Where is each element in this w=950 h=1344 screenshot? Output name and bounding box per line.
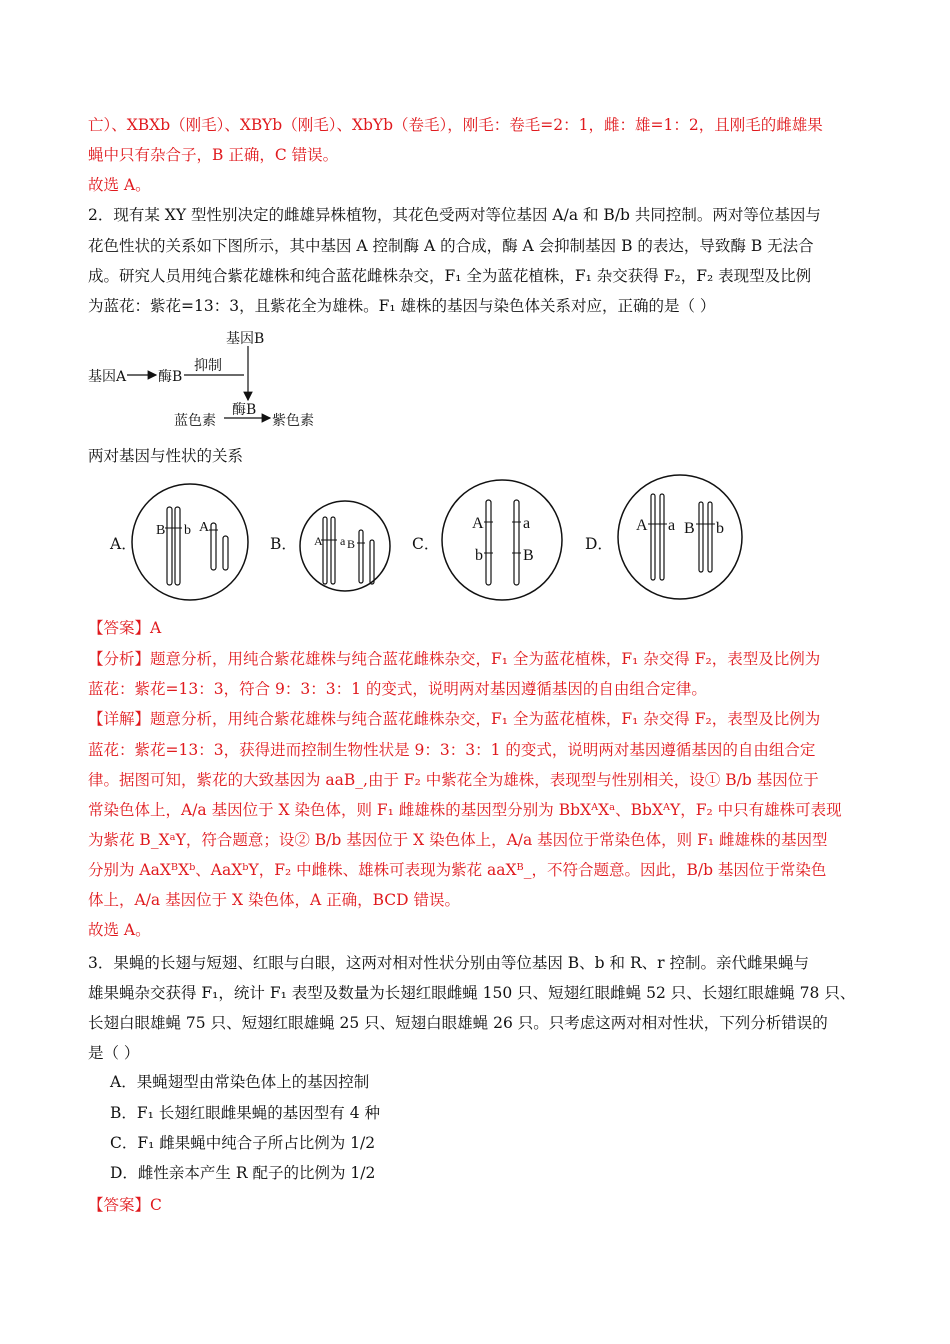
top-line-2: 蝇中只有杂合子，B 正确，C 错误。 <box>88 146 339 164</box>
q2-answer: 【答案】A <box>88 619 162 637</box>
q2-stem-4: 为蓝花：紫花=13：3，且紫花全为雄株。F₁ 雄株的基因与染色体关系对应，正确的是（ ） <box>88 297 716 315</box>
q3-option-a[interactable]: A．果蝇翅型由常染色体上的基因控制 <box>110 1073 370 1091</box>
q3-option-d[interactable]: D．雌性亲本产生 R 配子的比例为 1/2 <box>110 1164 376 1182</box>
svg-text:B: B <box>156 523 166 538</box>
svg-text:a: a <box>523 515 531 532</box>
svg-text:b: b <box>184 523 191 538</box>
diagram-inhibit: 抑制 <box>194 358 222 374</box>
option-d-label[interactable]: D． <box>585 535 613 553</box>
q2-detail-6: 分别为 AaXᴮXᵇ、AaXᵇY，F₂ 中雌株、雄株可表现为紫花 aaXᴮ_，不符合题意。因此，B/b 基因位于常染色 <box>88 861 827 879</box>
q2-stem-1: 2．现有某 XY 型性别决定的雌雄异株植物，其花色受两对等位基因 A/a 和 B/b 共同控制。两对等位基因与 <box>88 206 821 224</box>
q2-detail-3: 律。据图可知，紫花的大致基因为 aaB_,由于 F₂ 中紫花全为雄株，表现型与性别相关，设① B/b 基因位于 <box>88 771 819 789</box>
q2-detail-2: 蓝花：紫花=13：3，获得进而控制生物性状是 9：3：3：1 的变式，说明两对基因遵循基因的自由组合定 <box>88 741 816 759</box>
svg-text:b: b <box>716 520 724 537</box>
option-b-label[interactable]: B． <box>270 535 297 553</box>
q2-stem-2: 花色性状的关系如下图所示，其中基因 A 控制酶 A 的合成，酶 A 会抑制基因 B 的表达，导致酶 B 无法合 <box>88 237 814 255</box>
q2-diagram-caption: 两对基因与性状的关系 <box>88 447 244 465</box>
q3-option-b[interactable]: B．F₁ 长翅红眼雌果蝇的基因型有 4 种 <box>110 1104 381 1122</box>
q2-analysis-1: 【分析】题意分析，用纯合紫花雄株与纯合蓝花雌株杂交，F₁ 全为蓝花植株，F₁ 杂交得 F₂，表型及比例为 <box>88 650 821 668</box>
q3-stem-1: 3．果蝇的长翅与短翅、红眼与白眼，这两对相对性状分别由等位基因 B、b 和 R、r 控制。亲代雌果蝇与 <box>88 954 809 972</box>
option-c-cell-icon <box>442 480 562 600</box>
q3-answer: 【答案】C <box>88 1196 162 1214</box>
svg-text:B: B <box>523 547 534 564</box>
q2-detail-7: 体上，A/a 基因位于 X 染色体，A 正确，BCD 错误。 <box>88 891 460 909</box>
diagram-blue-pigment: 蓝色素 <box>174 413 216 429</box>
q2-analysis-2: 蓝花：紫花=13：3，符合 9：3：3：1 的变式，说明两对基因遵循基因的自由组合定律。 <box>88 680 707 698</box>
svg-text:a: a <box>340 534 346 548</box>
svg-text:b: b <box>475 547 483 564</box>
diagram-enzyme-b-left: 酶B <box>158 369 183 385</box>
svg-text:A: A <box>472 515 484 532</box>
svg-text:A: A <box>199 520 210 535</box>
chromosome-options <box>0 0 950 620</box>
option-a-label[interactable]: A． <box>110 535 137 553</box>
q2-stem-3: 成。研究人员用纯合紫花雄株和纯合蓝花雌株杂交，F₁ 全为蓝花植株，F₁ 杂交获得 F₂，F₂ 表现型及比例 <box>88 267 812 285</box>
option-d-cell-icon <box>618 475 742 599</box>
diagram-gene-a: 基因A <box>88 369 127 385</box>
diagram-gene-b: 基因B <box>226 331 265 347</box>
svg-text:a: a <box>668 517 676 534</box>
diagram-enzyme-b: 酶B <box>232 402 257 418</box>
q2-detail-5: 为紫花 B_XᵃY，符合题意；设② B/b 基因位于 X 染色体上，A/a 基因位于常染色体，则 F₁ 雌雄株的基因型 <box>88 831 828 849</box>
q2-choose: 故选 A。 <box>88 921 151 939</box>
svg-text:A: A <box>636 517 648 534</box>
q3-option-c[interactable]: C．F₁ 雌果蝇中纯合子所占比例为 1/2 <box>110 1134 376 1152</box>
top-line-3: 故选 A。 <box>88 176 151 194</box>
option-a-cell-icon <box>132 484 248 600</box>
top-line-1: 亡）、XBXb（刚毛）、XBYb（刚毛）、XbYb（卷毛），刚毛：卷毛=2：1，雌：雄=1：2，且刚毛的雌雄果 <box>88 116 823 134</box>
diagram-purple-pigment: 紫色素 <box>272 413 314 429</box>
q3-stem-4: 是（ ） <box>88 1044 140 1062</box>
option-c-label[interactable]: C． <box>412 535 440 553</box>
svg-text:A: A <box>314 534 323 548</box>
svg-text:B: B <box>347 537 356 551</box>
option-b-cell-icon <box>300 501 390 591</box>
svg-text:B: B <box>684 520 695 537</box>
q3-stem-2: 雄果蝇杂交获得 F₁，统计 F₁ 表型及数量为长翅红眼雌蝇 150 只、短翅红眼雌蝇 52 只、长翅红眼雄蝇 78 只、 <box>88 984 856 1002</box>
q2-detail-4: 常染色体上，A/a 基因位于 X 染色体，则 F₁ 雌雄株的基因型分别为 BbXᴬXᵃ、BbXᴬY，F₂ 中只有雄株可表现 <box>88 801 842 819</box>
q2-detail-1: 【详解】题意分析，用纯合紫花雄株与纯合蓝花雌株杂交，F₁ 全为蓝花植株，F₁ 杂交得 F₂，表型及比例为 <box>88 710 821 728</box>
q3-stem-3: 长翅白眼雄蝇 75 只、短翅红眼雄蝇 25 只、短翅白眼雄蝇 26 只。只考虑这两对相对性状，下列分析错误的 <box>88 1014 828 1032</box>
